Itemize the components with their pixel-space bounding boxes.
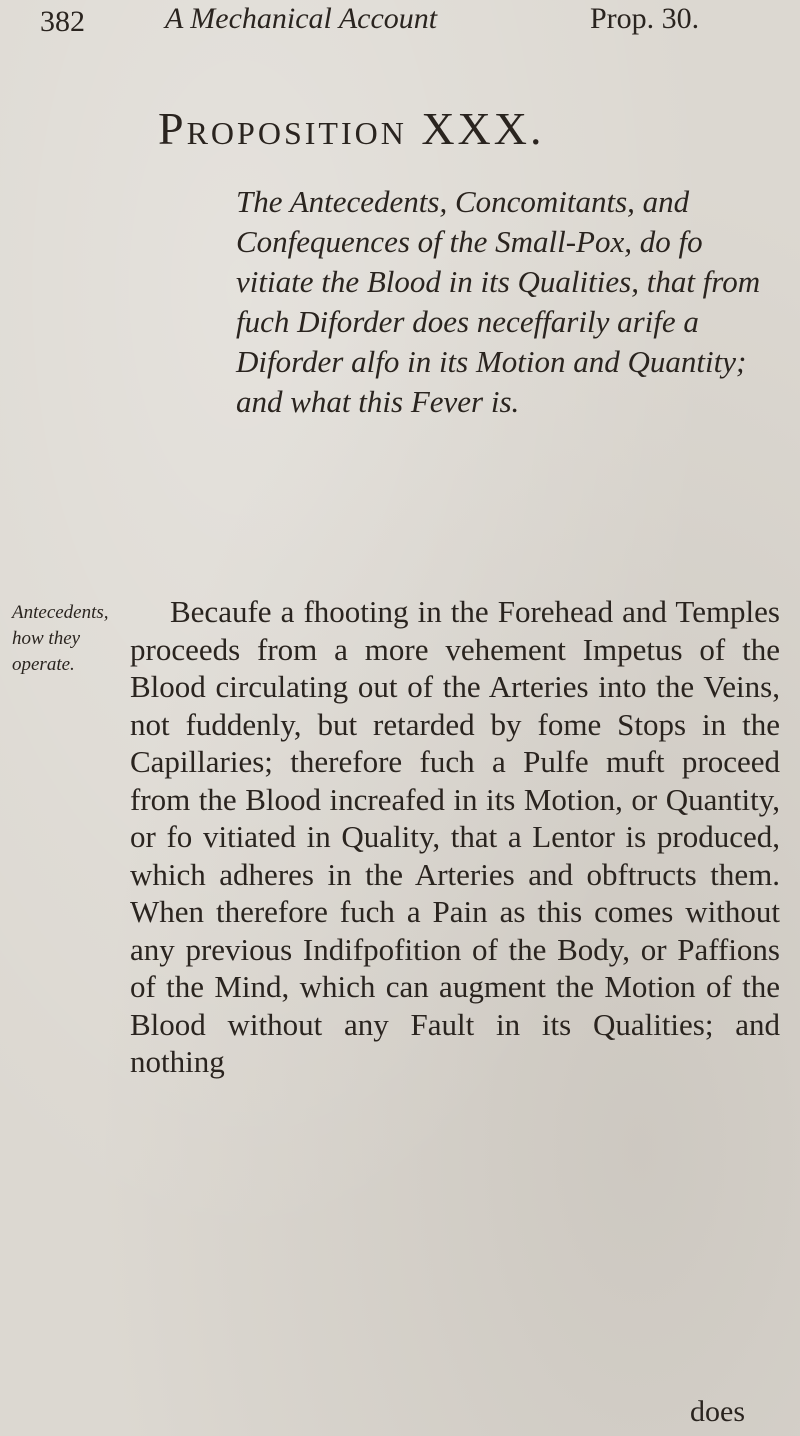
proposition-reference: Prop. 30. [590,2,700,35]
proposition-heading: Proposition XXX. [158,103,545,154]
running-title: A Mechanical Account [165,2,438,35]
page-number: 382 [40,5,85,38]
catchword: does [690,1395,745,1428]
body-paragraph [130,593,780,1081]
proposition-summary: The Antecedents, Concomitants, and Confequences of the Small-Pox, do fo vitiate the Blood in its Qualities, that from fuch Diforder does neceffarily arife a Diforder alfo in its Motion and Quantity; and what this Fever is. [236,184,761,419]
page-header [0,0,800,50]
body-text: Becaufe a fhooting in the Forehead and Temples proceeds from a more vehement Impetus of the Blood circulating out of the Arteries into the Veins, not fuddenly, but retarded by fome Stops in the Capillaries; therefore fuch a Pulfe muft proceed from the Blood increafed in its Motion, or Quantity, or fo vitiated in Quality, that a Lentor is produced, which adheres in the Arteries and obftructs them. When therefore fuch a Pain as this comes without any previous Indifpofition of the Body, or Paffions of the Mind, which can augment the Motion of the Blood without any Fault in its Qualities; and nothing [130,594,780,1079]
margin-note: Antecedents, how they operate. [12,602,109,675]
